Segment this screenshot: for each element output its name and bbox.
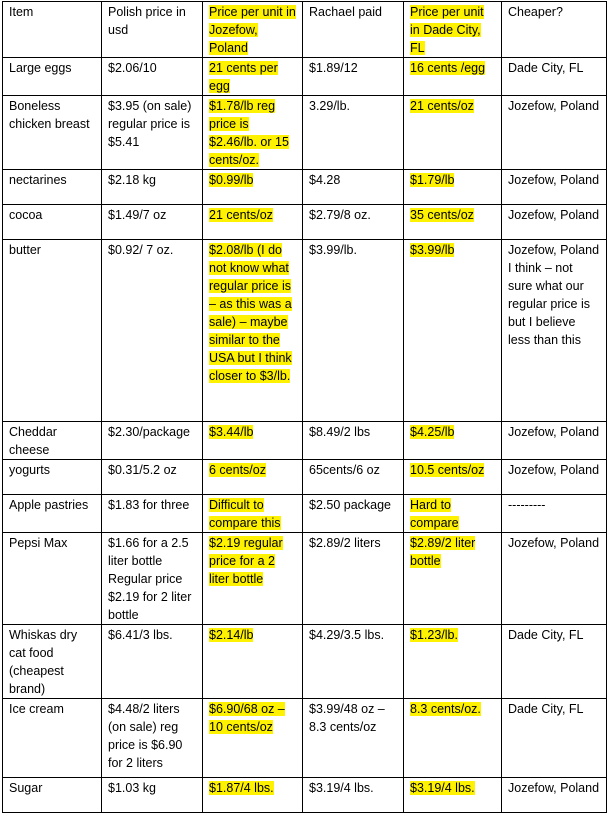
cell-item: Apple pastries (3, 495, 102, 533)
cell-polish: $0.92/ 7 oz. (102, 240, 203, 422)
table-row (3, 205, 607, 240)
header-row (3, 2, 607, 58)
cell-jozefow-text: $6.90/68 oz – 10 cents/oz (209, 702, 285, 734)
cell-dade (404, 58, 502, 96)
cell-cheaper: Jozefow, Poland (502, 778, 607, 813)
cell-jozefow-text: $1.78/lb reg price is $2.46/lb. or 15 cents/oz. (209, 99, 289, 167)
cell-jozefow (203, 495, 303, 533)
cell-dade (404, 205, 502, 240)
cell-dade-text: 10.5 cents/oz (410, 463, 485, 477)
cell-cheaper: Jozefow, Poland (502, 533, 607, 625)
cell-rachael: $3.19/4 lbs. (303, 778, 404, 813)
cell-item: Ice cream (3, 699, 102, 778)
table-row (3, 778, 607, 813)
cell-dade-text: $1.23/lb. (410, 628, 458, 642)
cell-jozefow (203, 58, 303, 96)
cell-polish: $1.49/7 oz (102, 205, 203, 240)
cell-dade (404, 699, 502, 778)
cell-item: Large eggs (3, 58, 102, 96)
cell-polish: $0.31/5.2 oz (102, 460, 203, 495)
cell-dade-text: 35 cents/oz (410, 208, 474, 222)
cell-dade-text: $2.89/2 liter bottle (410, 536, 476, 568)
cell-item: nectarines (3, 170, 102, 205)
cell-jozefow (203, 533, 303, 625)
cell-jozefow (203, 170, 303, 205)
table-row (3, 460, 607, 495)
header-rachael-paid: Rachael paid (303, 2, 404, 58)
cell-item: yogurts (3, 460, 102, 495)
table-row (3, 533, 607, 625)
header-polish-price-text: Polish price in usd (108, 5, 186, 37)
cell-dade (404, 170, 502, 205)
cell-polish: $6.41/3 lbs. (102, 625, 203, 699)
cell-dade-text: $3.99/lb (410, 243, 455, 257)
cell-jozefow-text: 21 cents/oz (209, 208, 273, 222)
cell-dade-text: 16 cents /egg (410, 61, 486, 75)
cell-jozefow-text: $0.99/lb (209, 173, 254, 187)
cell-dade (404, 460, 502, 495)
cell-rachael: $8.49/2 lbs (303, 422, 404, 460)
cell-jozefow (203, 699, 303, 778)
cell-jozefow (203, 240, 303, 422)
header-dade-unit-price-text: Price per unit in Dade City, FL (410, 5, 484, 55)
cell-dade (404, 778, 502, 813)
header-cheaper: Cheaper? (502, 2, 607, 58)
table-row (3, 96, 607, 170)
cell-cheaper: Jozefow, Poland (502, 96, 607, 170)
cell-polish: $1.03 kg (102, 778, 203, 813)
cell-jozefow (203, 460, 303, 495)
cell-dade-text: $4.25/lb (410, 425, 455, 439)
cell-rachael: $2.89/2 liters (303, 533, 404, 625)
cell-jozefow-text: $2.14/lb (209, 628, 254, 642)
cell-cheaper: --------- (502, 495, 607, 533)
cell-polish: $1.66 for a 2.5 liter bottle Regular price $2.19 for 2 liter bottle (102, 533, 203, 625)
cell-item: cocoa (3, 205, 102, 240)
price-comparison-table (2, 1, 607, 813)
table-row (3, 699, 607, 778)
cell-jozefow (203, 778, 303, 813)
cell-jozefow (203, 96, 303, 170)
cell-rachael: $3.99/lb. (303, 240, 404, 422)
cell-dade (404, 240, 502, 422)
cell-cheaper: Jozefow, Poland I think – not sure what our regular price is but I believe less than this (502, 240, 607, 422)
cell-cheaper: Dade City, FL (502, 699, 607, 778)
cell-rachael: $3.99/48 oz – 8.3 cents/oz (303, 699, 404, 778)
header-jozefow-unit-price-text: Price per unit in Jozefow, Poland (209, 5, 296, 55)
header-polish-price (102, 2, 203, 58)
cell-item: Pepsi Max (3, 533, 102, 625)
cell-jozefow-text: $2.19 regular price for a 2 liter bottle (209, 536, 283, 586)
cell-dade (404, 533, 502, 625)
cell-rachael: $2.79/8 oz. (303, 205, 404, 240)
cell-cheaper: Jozefow, Poland (502, 460, 607, 495)
cell-dade (404, 625, 502, 699)
cell-polish: $2.18 kg (102, 170, 203, 205)
cell-rachael: $2.50 package (303, 495, 404, 533)
cell-cheaper: Jozefow, Poland (502, 170, 607, 205)
cell-item: butter (3, 240, 102, 422)
header-item: Item (3, 2, 102, 58)
cell-cheaper: Jozefow, Poland (502, 422, 607, 460)
cell-polish: $2.30/package (102, 422, 203, 460)
cell-item: Boneless chicken breast (3, 96, 102, 170)
table-row (3, 495, 607, 533)
cell-dade-text: 21 cents/oz (410, 99, 474, 113)
cell-dade-text: $1.79/lb (410, 173, 455, 187)
table-row (3, 625, 607, 699)
cell-rachael: 3.29/lb. (303, 96, 404, 170)
cell-jozefow (203, 205, 303, 240)
cell-jozefow-text: $2.08/lb (I do not know what regular price is – as this was a sale) – maybe similar to the USA but I think closer to $3/lb. (209, 243, 292, 383)
table-row (3, 422, 607, 460)
cell-jozefow-text: 6 cents/oz (209, 463, 266, 477)
cell-cheaper: Dade City, FL (502, 58, 607, 96)
cell-dade (404, 422, 502, 460)
cell-jozefow-text: $3.44/lb (209, 425, 254, 439)
cell-dade (404, 495, 502, 533)
cell-polish: $1.83 for three (102, 495, 203, 533)
cell-rachael: $4.29/3.5 lbs. (303, 625, 404, 699)
cell-jozefow (203, 422, 303, 460)
cell-jozefow-text: $1.87/4 lbs. (209, 781, 274, 795)
cell-dade (404, 96, 502, 170)
cell-rachael: $4.28 (303, 170, 404, 205)
cell-item: Whiskas dry cat food (cheapest brand) (3, 625, 102, 699)
cell-cheaper: Jozefow, Poland (502, 205, 607, 240)
cell-rachael: $1.89/12 (303, 58, 404, 96)
header-jozefow-unit-price (203, 2, 303, 58)
table-row (3, 170, 607, 205)
cell-cheaper: Dade City, FL (502, 625, 607, 699)
cell-rachael: 65cents/6 oz (303, 460, 404, 495)
cell-jozefow (203, 625, 303, 699)
cell-polish: $3.95 (on sale) regular price is $5.41 (102, 96, 203, 170)
cell-dade-text: $3.19/4 lbs. (410, 781, 475, 795)
table-row (3, 58, 607, 96)
cell-jozefow-text: 21 cents per egg (209, 61, 278, 93)
cell-dade-text: 8.3 cents/oz. (410, 702, 481, 716)
cell-polish: $4.48/2 liters (on sale) reg price is $6.90 for 2 liters (102, 699, 203, 778)
header-dade-unit-price (404, 2, 502, 58)
cell-item: Sugar (3, 778, 102, 813)
table-row (3, 240, 607, 422)
cell-item: Cheddar cheese (3, 422, 102, 460)
cell-dade-text: Hard to compare (410, 498, 459, 530)
cell-jozefow-text: Difficult to compare this (209, 498, 281, 530)
cell-polish: $2.06/10 (102, 58, 203, 96)
